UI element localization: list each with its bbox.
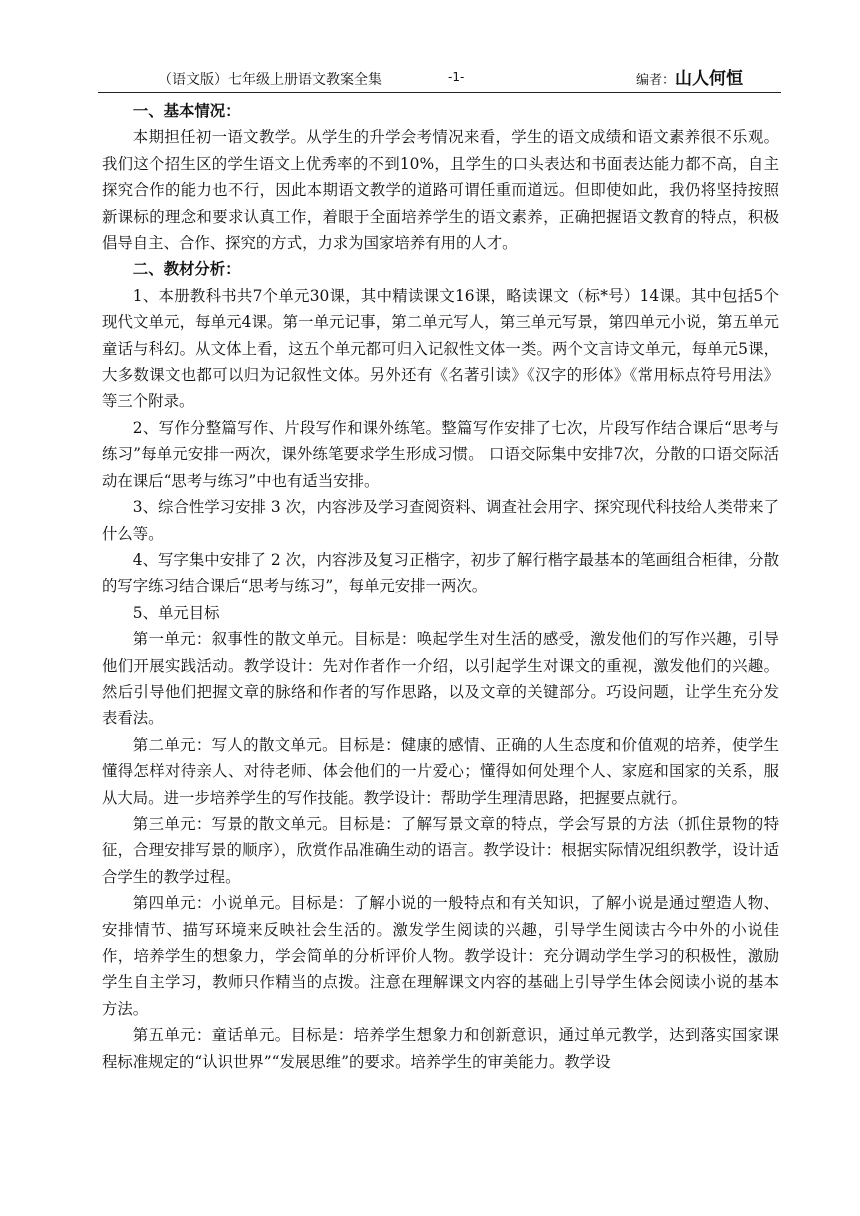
section-heading-textbook-analysis: 二、教材分析： <box>132 260 241 279</box>
paragraph-item-3: 3、综合性学习安排 3 次，内容涉及学习查阅资料、调查社会用字、探究现代科技给人类带来了什么等。 <box>102 498 779 543</box>
paragraph-unit-5: 第五单元：童话单元。目标是：培养学生想象力和创新意识，通过单元教学，达到落实国家课程标准规定的“认识世界”“发展思维”的要求。培养学生的审美能力。教学设 <box>102 1026 779 1071</box>
paragraph-unit-4: 第四单元：小说单元。目标是：了解小说的一般特点和有关知识，了解小说是通过塑造人物、安排情节、描写环境来反映社会生活的。激发学生阅读的兴趣，引导学生阅读古今中外的小说佳作，培养学生的想象力，学会简单的分析评价人物。教学设计：充分调动学生学习的积极性，激励学生自主学习，教师只作精当的点拨。注意在理解课文内容的基础上引导学生体会阅读小说的基本方法。 <box>102 894 779 1018</box>
paragraph-item-1: 1、本册教科书共7个单元30课，其中精读课文16课，略读课文（标*号）14课。其中包括5个现代文单元，每单元4课。第一单元记事，第二单元写人，第三单元写景，第四单元小说，第五单元童话与科幻。从文体上看，这五个单元都可归入记叙性文体一类。两个文言诗文单元，每单元5课，大多数课文也都可以归为记叙性文体。另外还有《名著引读》《汉字的形体》《常用标点符号用法》等三个附录。 <box>102 286 779 411</box>
paragraph-item-2: 2、写作分整篇写作、片段写作和课外练笔。整篇写作安排了七次，片段写作结合课后“思考与练习”每单元安排一两次，课外练笔要求学生形成习惯。 口语交际集中安排7次，分散的口语交际活动在课后“思考与练习”中也有适当安排。 <box>102 418 779 490</box>
section-heading-basic-situation: 一、基本情况： <box>132 102 241 120</box>
document-body <box>102 98 779 1075</box>
paragraph-item-4: 4、写字集中安排了 2 次，内容涉及复习正楷字，初步了解行楷字最基本的笔画组合柜律，分散的写字练习结合课后“思考与练习”，每单元安排一两次。 <box>102 550 779 596</box>
paragraph-unit-1: 第一单元：叙事性的散文单元。目标是：唤起学生对生活的感受，激发他们的写作兴趣，引导他们开展实践活动。教学设计：先对作者作一介绍，以引起学生对课文的重视，激发他们的兴趣。然后引导他们把握文章的脉络和作者的写作思路，以及文章的关键部分。巧设问题，让学生充分发表看法。 <box>102 630 779 728</box>
paragraph-basic-situation: 本期担任初一语文教学。从学生的升学会考情况来看，学生的语文成绩和语文素养很不乐观。我们这个招生区的学生语文上优秀率的不到10%，且学生的口头表达和书面表达能力都不高，自主探究合作的能力也不行，因此本期语文教学的道路可谓任重而道远。但即使如此，我仍将坚持按照新课标的理念和要求认真工作，着眼于全面培养学生的语文素养，正确把握语文教育的特点，积极倡导自主、合作、探究的方式，力求为国家培养有用的人才。 <box>102 128 779 253</box>
editor-label: 编者： <box>636 73 676 88</box>
paragraph-unit-3: 第三单元：写景的散文单元。目标是：了解写景文章的特点，学会写景的方法（抓住景物的特征，合理安排写景的顺序），欣赏作品准确生动的语言。教学设计：根据实际情况组织教学，设计适合学生的教学过程。 <box>102 814 779 886</box>
editor-name: 山人何恒 <box>675 69 744 89</box>
page-number: -1- <box>448 70 465 84</box>
paragraph-unit-2: 第二单元：写人的散文单元。目标是：健康的感情、正确的人生态度和价值观的培养，使学生懂得怎样对待亲人、对待老师、体会他们的一片爱心；懂得如何处理个人、家庭和国家的关系，服从大局。进一步培养学生的写作技能。教学设计：帮助学生理清思路，把握要点就行。 <box>102 735 779 807</box>
editor-credit <box>636 64 743 89</box>
document-title: （语文版）七年级上册语文教案全集 <box>158 72 382 88</box>
paragraph-item-5: 5、单元目标 <box>132 603 220 622</box>
page-header <box>98 64 781 93</box>
